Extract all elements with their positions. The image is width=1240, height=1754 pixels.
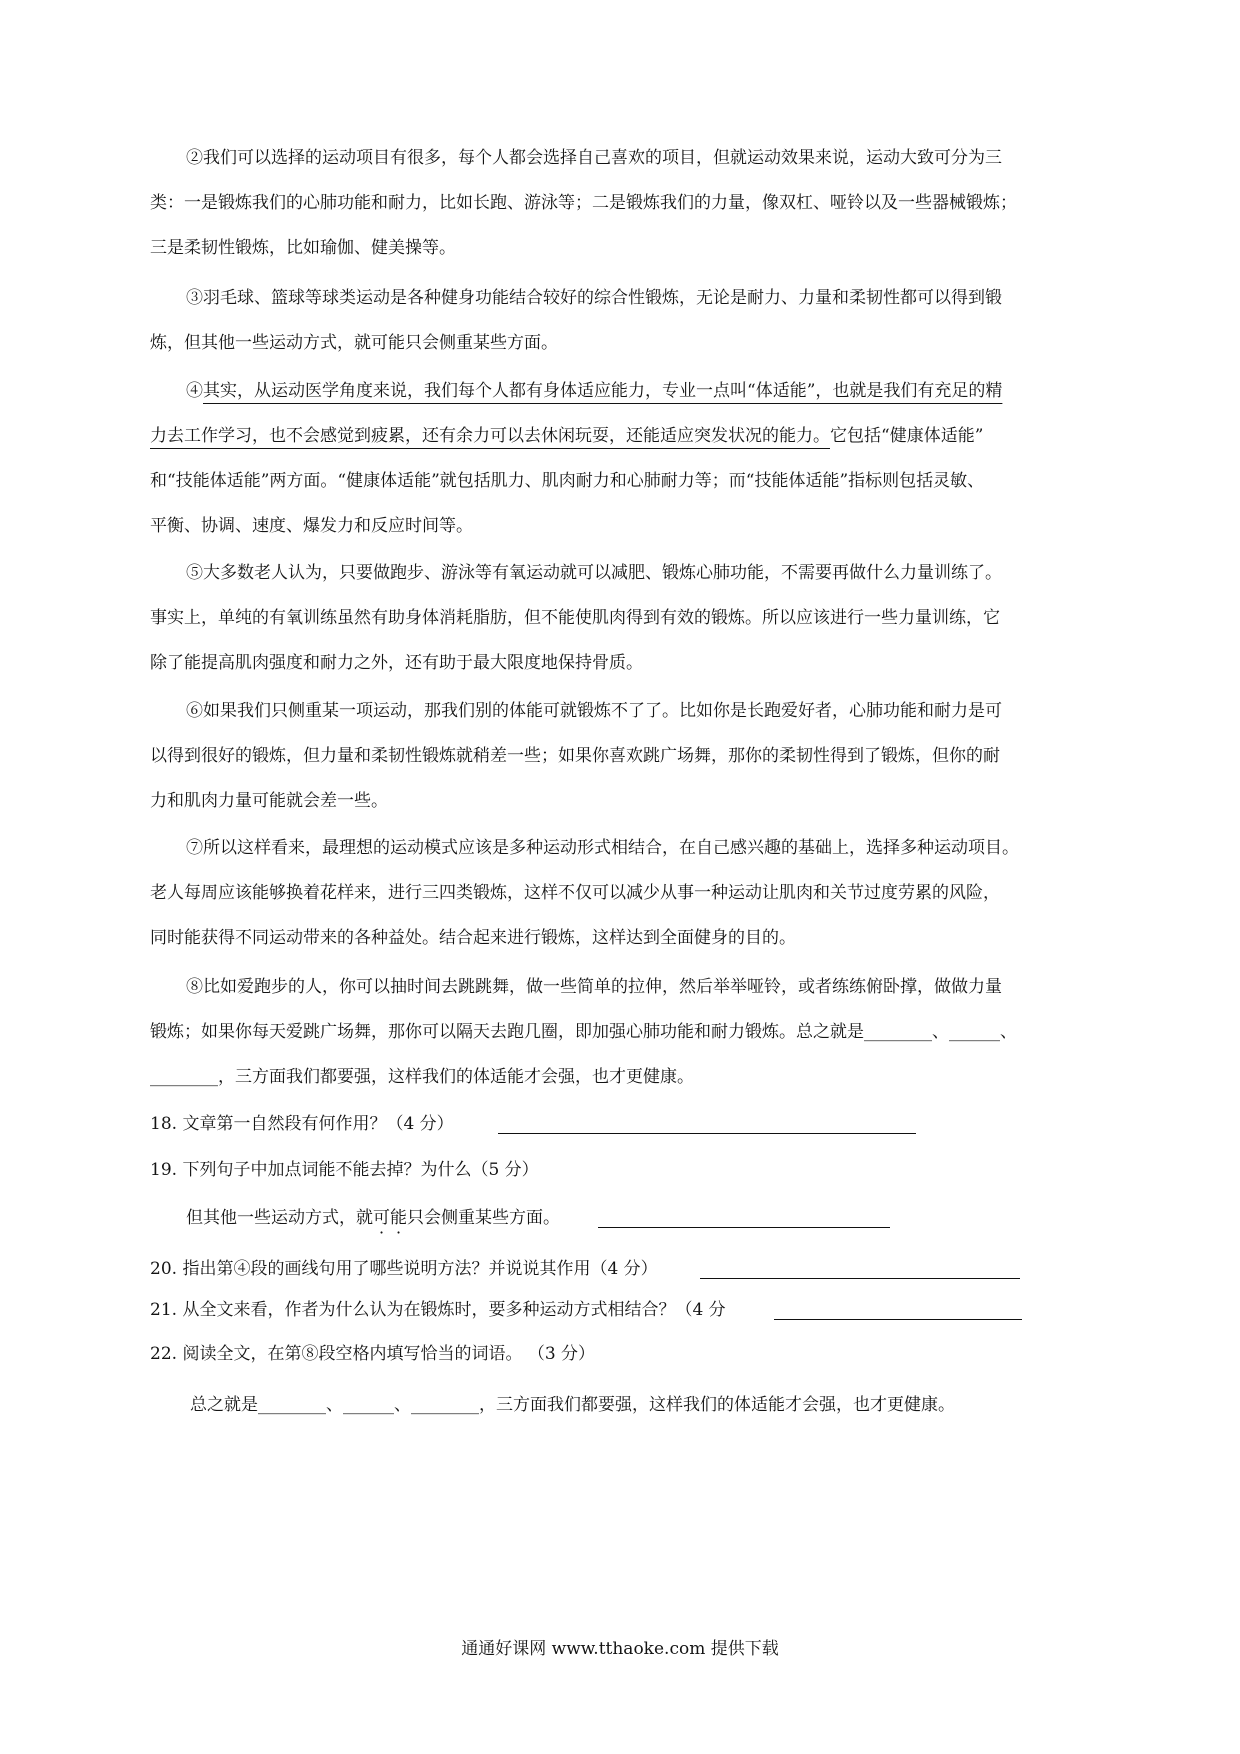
paragraph-line: 力和肌肉力量可能就会差一些。 xyxy=(150,791,388,811)
paragraph-line: ⑦所以这样看来，最理想的运动模式应该是多种运动形式相结合，在自己感兴趣的基础上，选择多种运动项目。 xyxy=(186,838,1019,858)
underlined-sentence: 其实，从运动医学角度来说，我们每个人都有身体适应能力，专业一点叫“体适能”，也就是我们有充足的精 xyxy=(203,381,1003,401)
paragraph-line: ⑧比如爱跑步的人，你可以抽时间去跳跳舞，做一些简单的拉伸，然后举举哑铃，或者练练俯卧撑，做做力量 xyxy=(186,977,1002,997)
paragraph-line: ③羽毛球、篮球等球类运动是各种健身功能结合较好的综合性锻炼，无论是耐力、力量和柔韧性都可以得到锻 xyxy=(186,288,1002,308)
question-19-sentence xyxy=(186,1203,560,1228)
paragraph-line: 以得到很好的锻炼，但力量和柔韧性锻炼就稍差一些；如果你喜欢跳广场舞，那你的柔韧性得到了锻炼，但你的耐 xyxy=(150,746,1000,766)
paragraph-line: 锻炼；如果你每天爱跳广场舞，那你可以隔天去跑几圈，即加强心肺功能和耐力锻炼。总之就是________、______、 xyxy=(150,1022,1017,1042)
paragraph-line: 同时能获得不同运动带来的各种益处。结合起来进行锻炼，这样达到全面健身的目的。 xyxy=(150,928,796,948)
paragraph-line: 类：一是锻炼我们的心肺功能和耐力，比如长跑、游泳等；二是锻炼我们的力量，像双杠、哑铃以及一些器械锻炼； xyxy=(150,193,1017,213)
question-21: 21. 从全文来看，作者为什么认为在锻炼时，要多种运动方式相结合？（4 分 xyxy=(150,1300,726,1320)
paragraph-line: 事实上，单纯的有氧训练虽然有助身体消耗脂肪，但不能使肌肉得到有效的锻炼。所以应该进行一些力量训练，它 xyxy=(150,608,1000,628)
question-22-fill-in: 总之就是________、______、________，三方面我们都要强，这样我们的体适能才会强，也才更健康。 xyxy=(190,1395,955,1415)
paragraph-line: ⑥如果我们只侧重某一项运动，那我们别的体能可就锻炼不了了。比如你是长跑爱好者，心肺功能和耐力是可 xyxy=(186,701,1002,721)
paragraph-line: ⑤大多数老人认为，只要做跑步、游泳等有氧运动就可以减肥、锻炼心肺功能，不需要再做什么力量训练了。 xyxy=(186,563,1002,583)
question-22: 22. 阅读全文，在第⑧段空格内填写恰当的词语。 （3 分） xyxy=(150,1344,596,1364)
paragraph-number: ④ xyxy=(186,381,203,401)
answer-line-19[interactable] xyxy=(598,1227,890,1228)
underlined-sentence: 力去工作学习，也不会感觉到疲累，还有余力可以去休闲玩耍，还能适应突发状况的能力。 xyxy=(150,426,830,446)
paragraph-line: ②我们可以选择的运动项目有很多，每个人都会选择自己喜欢的项目，但就运动效果来说，运动大致可分为三 xyxy=(186,148,1002,168)
answer-line-20[interactable] xyxy=(700,1278,1020,1279)
paragraph-line: 和“技能体适能”两方面。“健康体适能”就包括肌力、肌肉耐力和心肺耐力等；而“技能体适能”指标则包括灵敏、 xyxy=(150,471,985,491)
question-20: 20. 指出第④段的画线句用了哪些说明方法？并说说其作用（4 分） xyxy=(150,1259,658,1279)
dotted-word: 可 xyxy=(373,1208,390,1228)
paragraph-line xyxy=(150,421,983,446)
sentence-text: 只会侧重某些方面。 xyxy=(407,1208,560,1228)
paragraph-line: 除了能提高肌肉强度和耐力之外，还有助于最大限度地保持骨质。 xyxy=(150,653,643,673)
paragraph-line: 平衡、协调、速度、爆发力和反应时间等。 xyxy=(150,516,473,536)
question-19: 19. 下列句子中加点词能不能去掉？为什么（5 分） xyxy=(150,1160,539,1180)
answer-line-18[interactable] xyxy=(498,1133,916,1134)
question-18: 18. 文章第一自然段有何作用？（4 分） xyxy=(150,1114,454,1134)
paragraph-text: 它包括“健康体适能” xyxy=(830,426,984,446)
sentence-text: 但其他一些运动方式，就 xyxy=(186,1208,373,1228)
footer-source: 通通好课网 www.tthaoke.com 提供下载 xyxy=(461,1639,779,1659)
paragraph-line: 三是柔韧性锻炼，比如瑜伽、健美操等。 xyxy=(150,238,456,258)
paragraph-line: 老人每周应该能够换着花样来，进行三四类锻炼，这样不仅可以减少从事一种运动让肌肉和关节过度劳累的风险， xyxy=(150,883,1000,903)
answer-line-21[interactable] xyxy=(774,1319,1022,1320)
paragraph-line: ________，三方面我们都要强，这样我们的体适能才会强，也才更健康。 xyxy=(150,1067,694,1087)
dotted-word: 能 xyxy=(390,1208,407,1228)
paragraph-line xyxy=(150,376,1002,401)
paragraph-line: 炼，但其他一些运动方式，就可能只会侧重某些方面。 xyxy=(150,333,558,353)
